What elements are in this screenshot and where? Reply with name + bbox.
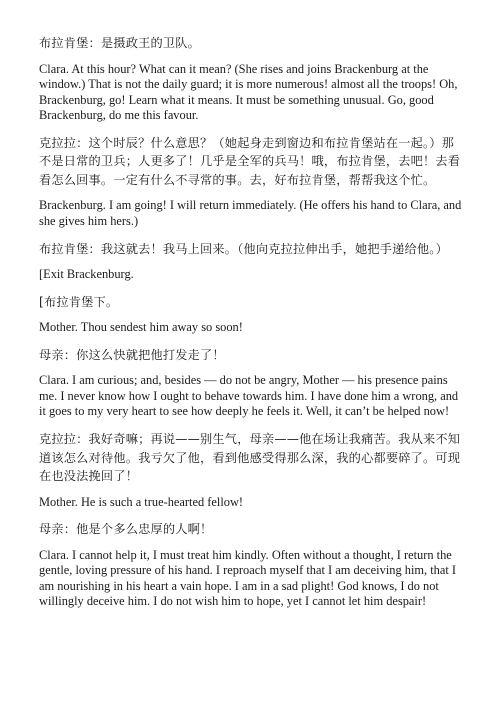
paragraph-en: [Exit Brackenburg. <box>39 267 134 282</box>
paragraph-zh: 克拉拉：这个时辰？什么意思？（她起身走到窗边和布拉肯堡站在一起。）那不是日常的卫兵；人更多了！几乎是全军的兵马！哦，布拉肯堡，去吧！去看看怎么回事。一定有什么不寻常的事。去，好布拉肯堡，帮帮我这个忙。 <box>39 135 461 187</box>
paragraph-en: Mother. He is such a true-hearted fellow! <box>39 494 244 509</box>
paragraph-zh: 布拉肯堡：我这就去！我马上回来。（他向克拉拉伸出手，她把手递给他。） <box>39 241 448 256</box>
document-page <box>39 34 462 620</box>
paragraph-zh: 布拉肯堡：是摄政王的卫队。 <box>39 36 201 50</box>
paragraph-en: Clara. I cannot help it, I must treat him kindly. Often without a thought, I return the gentle, loving pressure of his hand. I reproach myself that I am deceiving him, that I am nourishing in his heart a vain hope. I am in a sad plight! God knows, I do not willingly deceive him. I do not wish him to hope, yet I cannot let him despair! <box>39 547 457 609</box>
paragraph-en: Clara. I am curious; and, besides — do not be angry, Mother — his presence pains me. I never know how I ought to behave towards him. I have done him a wrong, and it goes to my very heart to see how deeply he feels it. Well, it can’t be helped now! <box>39 373 459 419</box>
paragraph-en: Brackenburg. I am going! I will return immediately. (He offers his hand to Clara, and she gives him hers.) <box>39 198 462 228</box>
paragraph-zh: 母亲：他是个多么忠厚的人啊！ <box>39 522 213 537</box>
paragraph-zh: 克拉拉：我好奇嘛；再说——别生气，母亲——他在场让我痛苦。我从来不知道该怎么对待他。我亏欠了他，看到他感受得那么深，我的心都要碎了。可现在也没法挽回了！ <box>39 432 461 484</box>
paragraph-zh: [布拉肯堡下。 <box>39 294 119 309</box>
paragraph-zh: 母亲：你这么快就把他打发走了！ <box>39 347 225 362</box>
paragraph-en: Mother. Thou sendest him away so soon! <box>39 320 243 335</box>
paragraph-en: Clara. At this hour? What can it mean? (She rises and joins Brackenburg at the window.) That is not the daily guard; it is more numerous! almost all the troops! Oh, Brackenburg, go! Learn what it means. It must be something unusual. Go, good Brackenburg, do me this favour. <box>39 61 458 123</box>
